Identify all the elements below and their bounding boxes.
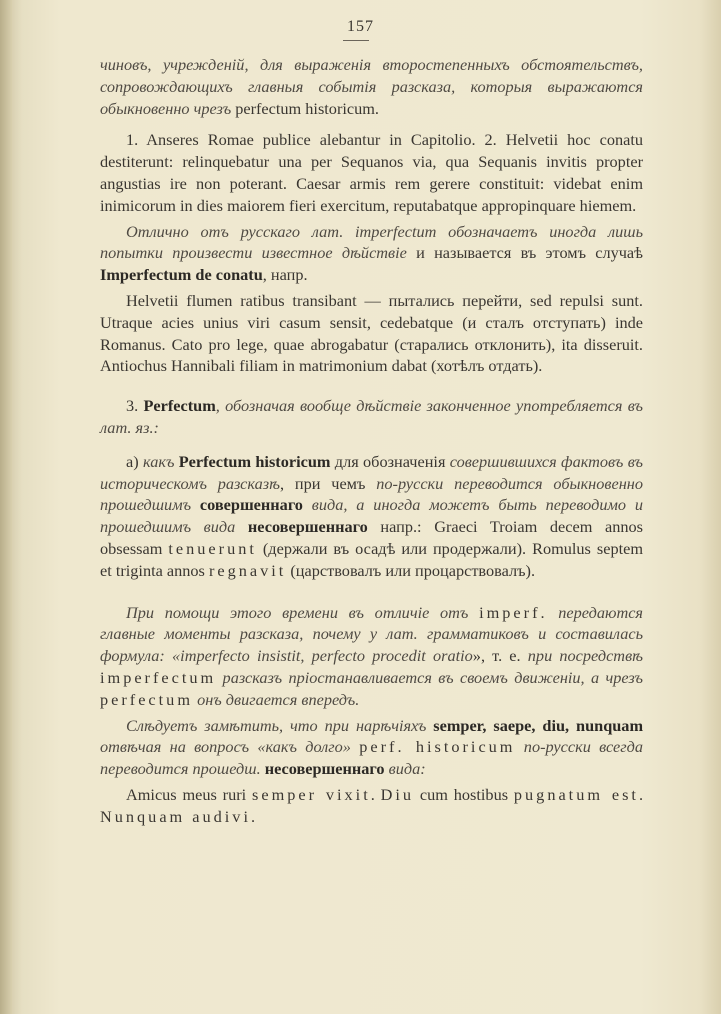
text-segment: perfectum — [100, 689, 193, 709]
text-segment: чиновъ, учрежденiй, для выраженiя второстепенныхъ обстоятельствъ, сопровождающихъ главныя событiя разсказа, которыя выражаются обыкновенно чрезъ — [100, 55, 643, 118]
paragraph-gap — [100, 582, 643, 602]
paragraph — [100, 715, 643, 780]
text-segment: Imperfectum de conatu — [100, 265, 263, 285]
paragraph — [100, 129, 643, 216]
text-segment: cum hostibus — [414, 784, 514, 804]
paragraph-gap — [100, 439, 643, 451]
text-segment: semper vixit — [252, 784, 371, 804]
text-segment: разсказъ прiостанавливается въ своемъ движенiи, а чрезъ — [216, 667, 643, 687]
text-segment: и называется въ этомъ случаѣ — [406, 243, 643, 263]
text-segment: , обозначая вообще дѣйствiе законченное употребляется въ лат. яз.: — [100, 396, 644, 437]
paragraph — [100, 395, 643, 439]
text-segment: для обозначенiя — [330, 451, 450, 471]
text-segment: совершеннаго — [199, 495, 303, 515]
text-segment: совершившихся фактовъ въ историческомъ разсказѣ — [100, 451, 643, 493]
paragraph — [100, 602, 643, 711]
text-segment: regnavit — [208, 560, 287, 580]
text-segment: При помощи этого времени въ отличiе отъ — [126, 602, 480, 622]
text-segment: онъ двигается впередъ. — [193, 689, 360, 709]
text-segment: по-русски всегда переводится прошедш. — [100, 737, 643, 779]
text-segment: 1. Anseres Romae publice alebantur in Capitolio. 2. Helvetii hoc conatu destiterunt: relinquebatur una per Sequanos via, qua Sequanis invitis propter angustias ire non poterant. Caesar armis rem gerere constituit: videbat enim inimicorum in dies maiorem fieri exercitum, reputabatque appropinquare hiemem. — [100, 130, 643, 215]
text-segment: 3. — [126, 396, 144, 416]
text-body — [100, 54, 643, 828]
page-number: 157 — [347, 18, 374, 35]
text-segment: Nunquam audivi — [100, 806, 251, 826]
text-segment: по-русски переводится обыкновенно прошедшимъ — [100, 473, 643, 515]
text-segment: Слѣдуетъ замѣтить, что при нарѣчiяхъ — [126, 715, 434, 735]
text-segment: semper, saepe, diu, nunquam — [433, 715, 644, 735]
text-segment: Diu — [380, 784, 415, 804]
text-segment: Perfectum historicum — [178, 451, 331, 471]
text-segment: несовершеннаго — [247, 517, 368, 537]
paragraph — [100, 290, 643, 377]
text-segment: perf. historicum — [359, 737, 516, 757]
paragraph — [100, 54, 643, 119]
paragraph-gap — [100, 119, 643, 129]
text-segment: (царствовалъ или процарствовалъ). — [286, 560, 536, 580]
text-segment: pugnatum est — [513, 784, 639, 804]
page-number-rule — [343, 40, 369, 41]
text-segment: , при чемъ — [279, 473, 377, 493]
text-segment: a) — [126, 451, 143, 471]
text-segment: . — [638, 784, 644, 804]
text-segment: отвѣчая на вопросъ «какъ долго» — [100, 737, 360, 757]
paragraph — [100, 451, 643, 582]
text-segment: при посредствѣ — [527, 646, 643, 666]
paragraph — [100, 221, 643, 286]
paragraph-gap — [100, 377, 643, 395]
text-segment: imperf. — [479, 602, 548, 622]
text-segment: tenuerunt — [168, 538, 257, 558]
text-segment: Отлично отъ русскаго лат. imperfectum обозначаетъ иногда лишь попытки произвести известное дѣйствiе — [100, 221, 643, 263]
text-segment: несовершеннаго — [264, 759, 385, 779]
paragraph — [100, 784, 643, 828]
text-segment: (держали въ осадѣ или продержали). Romulus septem et triginta annos — [100, 538, 643, 580]
text-segment: », т. е. — [472, 646, 528, 666]
text-segment: напр.: Graeci Troiam decem annos obsessam — [100, 517, 643, 558]
text-segment: , напр. — [262, 265, 308, 285]
text-segment: передаются главные моменты разсказа, почему у лат. грамматиковъ и составилась формула: « — [100, 602, 643, 666]
text-segment: какъ — [142, 451, 179, 471]
text-segment: . — [370, 784, 381, 804]
text-segment: Amicus meus ruri — [126, 784, 253, 804]
text-segment: imperfectum — [100, 667, 217, 687]
text-segment: imperfecto insistit, perfecto procedit oratio — [180, 646, 473, 666]
text-segment: вида: — [384, 759, 426, 779]
text-segment: Helvetii flumen ratibus transibant — пытались перейти, sed repulsi sunt. Utraque acies unius viri casum sensit, cedebatque (и сталъ отступать) inde Romanus. Cato pro lege, quae abrogabatur (старались отклонить), ita disseruit. Antiochus Hannibali filiam in matrimonium dabat (хотѣлъ отдать). — [100, 290, 643, 376]
text-segment: вида, а иногда можетъ быть переводимо и прошедшимъ вида — [100, 495, 644, 537]
text-segment: Perfectum — [143, 396, 216, 416]
text-segment: perfectum historicum. — [235, 98, 379, 118]
text-segment: . — [250, 806, 256, 826]
page-spine-shadow — [0, 0, 12, 1014]
